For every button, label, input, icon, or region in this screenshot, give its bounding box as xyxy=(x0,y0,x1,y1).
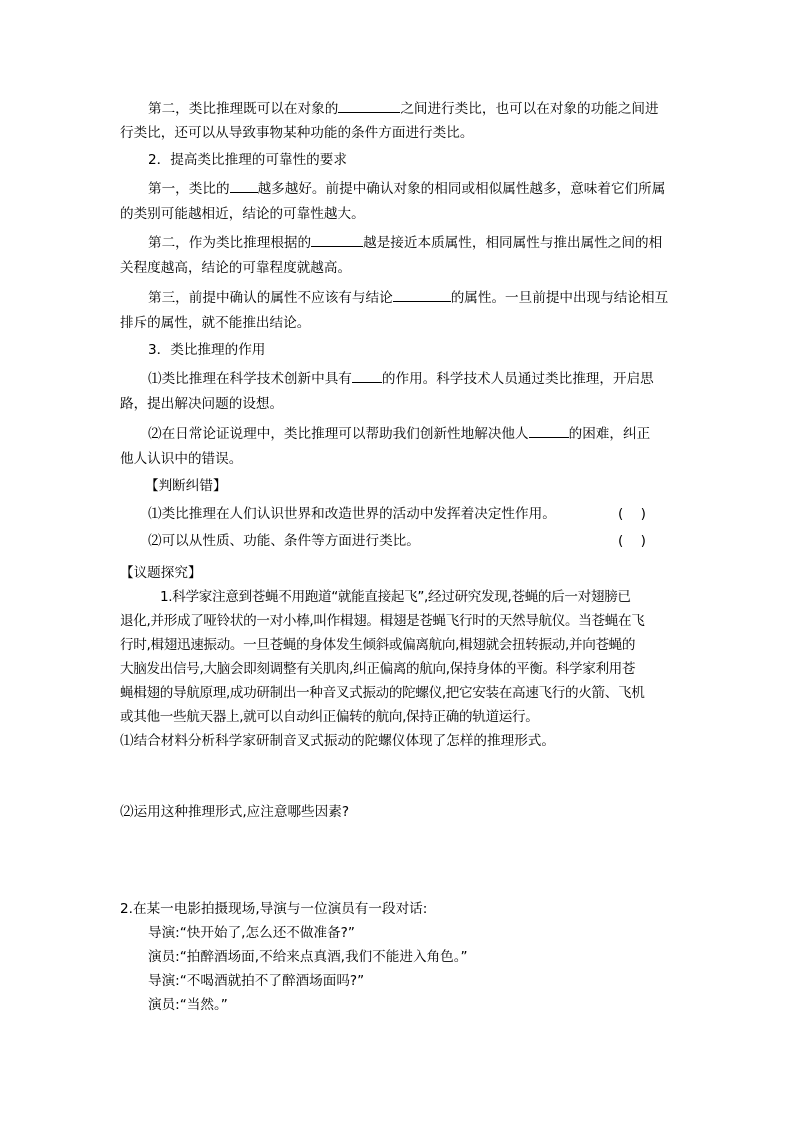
dialogue-line: 导演:“不喝酒就拍不了醉酒场面吗?” xyxy=(148,973,365,989)
paragraph-line xyxy=(120,450,242,468)
paragraph-line xyxy=(148,368,654,388)
explore-question-2: ⑵运用这种推理形式,应注意哪些因素? xyxy=(120,804,350,820)
judge-title: 【判断纠错】 xyxy=(145,478,227,494)
text-segment: 的属性。一旦前提中出现与结论相互 xyxy=(450,290,669,306)
text-segment: ⑴类比推理在科学技术创新中具有 xyxy=(148,371,352,387)
text-segment: 路，提出解决问题的设想。 xyxy=(120,396,284,412)
text-segment: 第一，类比的 xyxy=(148,181,230,197)
paragraph-line xyxy=(120,314,310,332)
text-segment: 他人认识中的错误。 xyxy=(120,451,243,467)
material-line: 蝇楫翅的导航原理,成功研制出一种音叉式振动的陀螺仪,把它安装在高速飞行的火箭、飞机 xyxy=(120,685,645,701)
judge-question-1: ⑴类比推理在人们认识世界和改造世界的活动中发挥着决定性作用。 xyxy=(148,506,556,522)
explore-title: 【议题探究】 xyxy=(120,565,202,581)
paragraph-line xyxy=(148,178,665,198)
paragraph-line xyxy=(120,124,473,142)
fill-blank[interactable] xyxy=(230,178,258,193)
material-line: 或其他一些航天器上,就可以自动纠正偏转的航向,保持正确的轨道运行。 xyxy=(120,709,539,725)
text-segment: 越是接近本质属性，相同属性与推出属性之间的相 xyxy=(363,235,663,251)
paragraph-line xyxy=(120,259,351,277)
section-heading: 3．类比推理的作用 xyxy=(148,342,266,358)
section-heading: 2．提高类比推理的可靠性的要求 xyxy=(148,152,347,168)
text-segment: 第二，作为类比推理根据的 xyxy=(148,235,312,251)
paragraph-line xyxy=(148,423,650,443)
dialogue-line: 导演:“快开始了,怎么还不做准备?” xyxy=(148,925,355,941)
material-line: 1.科学家注意到苍蝇不用跑道“就能直接起飞”,经过研究发现,苍蝇的后一对翅膀已 xyxy=(160,589,631,605)
judge-question-2: ⑵可以从性质、功能、条件等方面进行类比。 xyxy=(148,533,420,549)
text-segment: ⑵在日常论证说理中，类比推理可以帮助我们创新性地解决他人 xyxy=(148,426,529,442)
text-segment: 第三，前提中确认的属性不应该有与结论 xyxy=(148,290,393,306)
fill-blank[interactable] xyxy=(338,98,400,113)
paragraph-line xyxy=(120,205,365,223)
paragraph-line xyxy=(148,232,662,252)
text-segment: 的困难，纠正 xyxy=(568,426,651,442)
paragraph-line xyxy=(120,395,283,413)
material-line: 退化,并形成了哑铃状的一对小棒,叫作楫翅。楫翅是苍蝇飞行时的天然导航仪。当苍蝇在飞 xyxy=(120,613,645,629)
material-line: 大脑发出信号,大脑会即刻调整有关肌肉,纠正偏离的航向,保持身体的平衡。科学家利用苍 xyxy=(120,661,636,677)
paragraph-line xyxy=(148,98,659,118)
text-segment: 第二，类比推理既可以在对象的 xyxy=(148,101,339,117)
case-intro: 2.在某一电影拍摄现场,导演与一位演员有一段对话: xyxy=(120,901,428,917)
answer-parentheses[interactable]: ( ) xyxy=(618,506,646,522)
fill-blank[interactable] xyxy=(352,368,382,383)
dialogue-line: 演员:“当然。” xyxy=(148,997,228,1013)
material-line: 行时,楫翅迅速振动。一旦苍蝇的身体发生倾斜或偏离航向,楫翅就会扭转振动,并向苍蝇的 xyxy=(120,637,636,653)
text-segment: 之间进行类比，也可以在对象的功能之间进 xyxy=(400,101,659,117)
fill-blank[interactable] xyxy=(529,423,569,438)
fill-blank[interactable] xyxy=(393,287,451,302)
dialogue-line: 演员:“拍醉酒场面,不给来点真酒,我们不能进入角色。” xyxy=(148,949,468,965)
text-segment: 排斥的属性，就不能推出结论。 xyxy=(120,315,311,331)
text-segment: 的作用。科学技术人员通过类比推理，开启思 xyxy=(381,371,654,387)
answer-parentheses[interactable]: ( ) xyxy=(618,533,646,549)
text-segment: 的类别可能越相近，结论的可靠性越大。 xyxy=(120,206,365,222)
paragraph-line xyxy=(148,287,668,307)
text-segment: 越多越好。前提中确认对象的相同或相似属性越多，意味着它们所属 xyxy=(257,181,666,197)
fill-blank[interactable] xyxy=(311,232,363,247)
text-segment: 关程度越高，结论的可靠程度就越高。 xyxy=(120,260,352,276)
text-segment: 行类比，还可以从导致事物某种功能的条件方面进行类比。 xyxy=(120,125,474,141)
explore-question-1: ⑴结合材料分析科学家研制音叉式振动的陀螺仪体现了怎样的推理形式。 xyxy=(120,733,555,749)
